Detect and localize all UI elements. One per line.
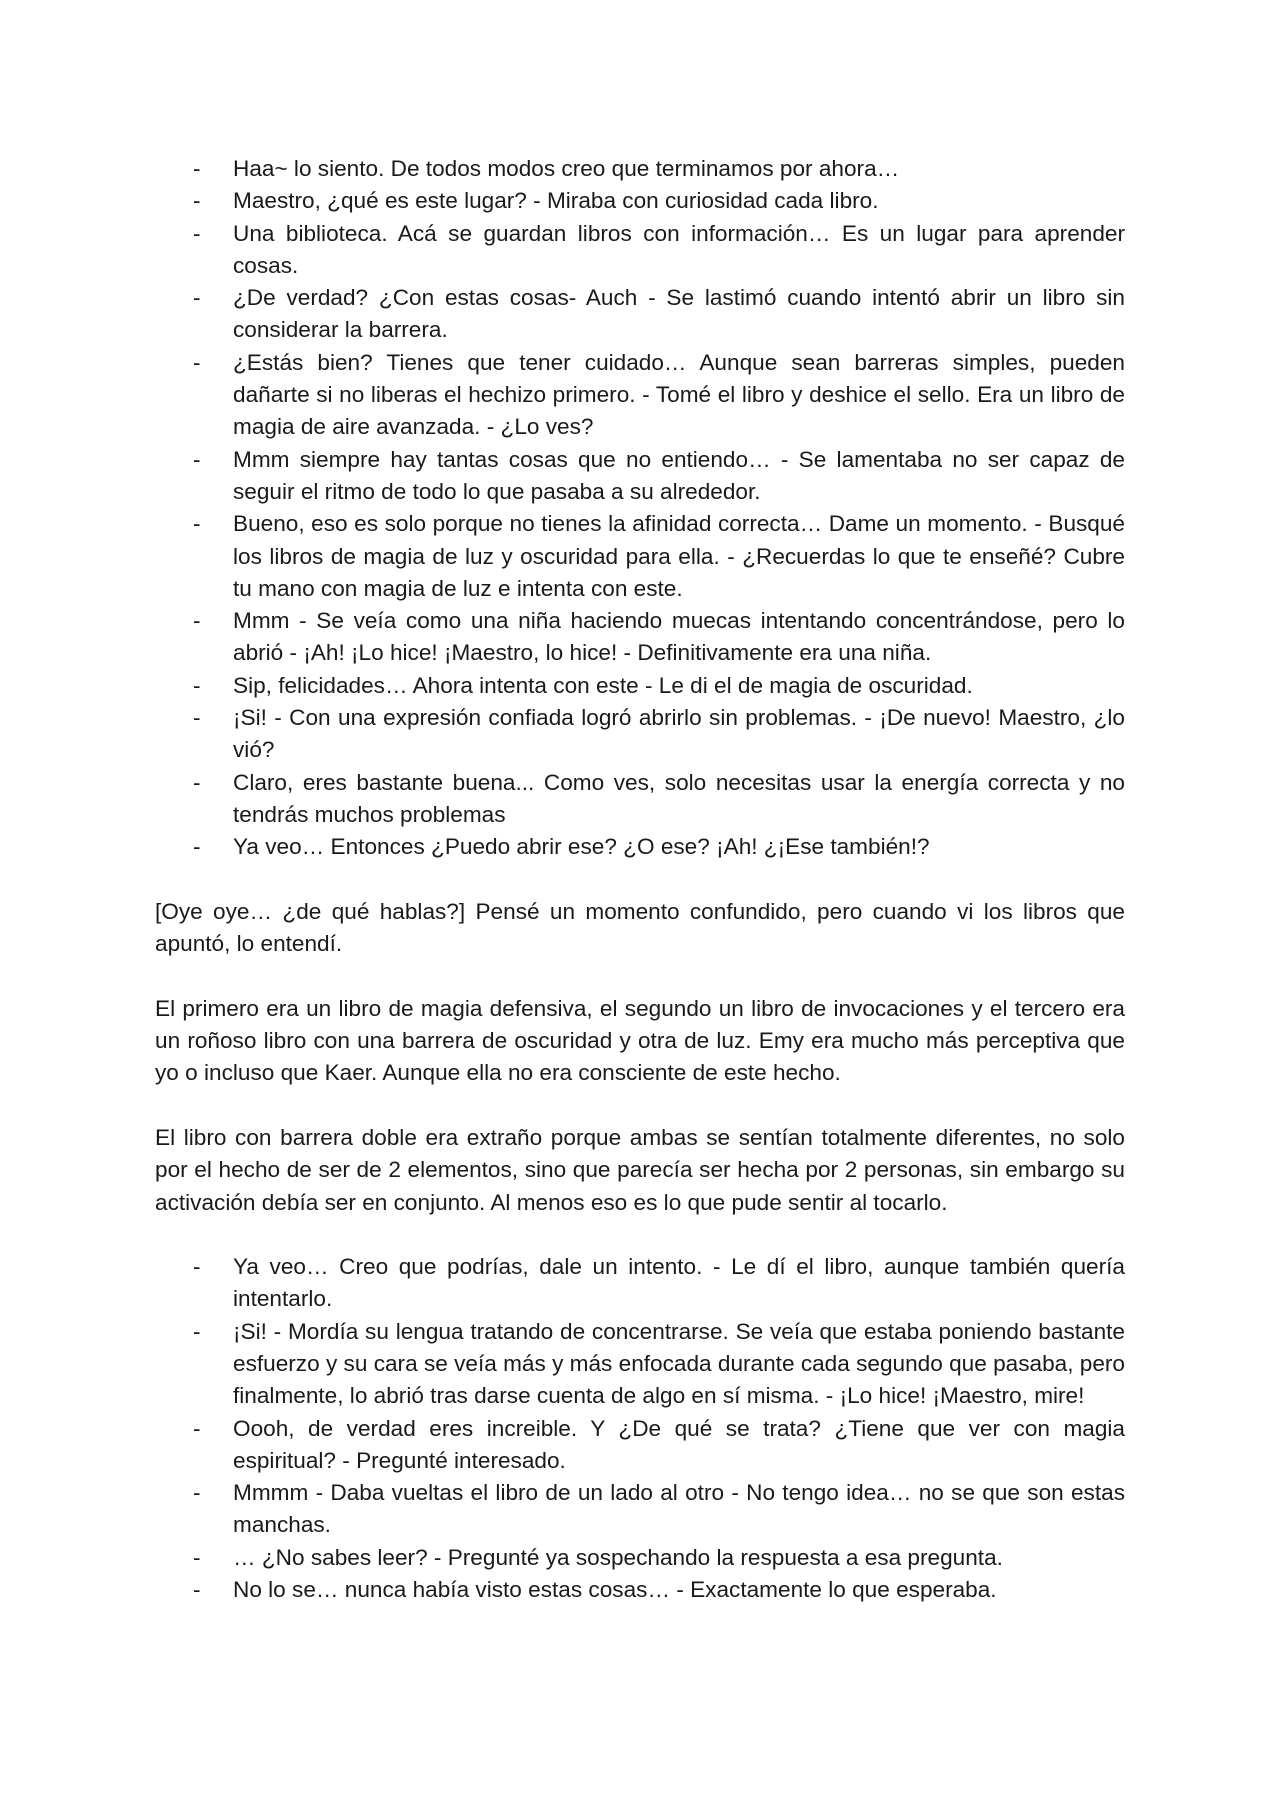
dialogue-list-2 xyxy=(155,1251,1125,1606)
narrative-paragraph: [Oye oye… ¿de qué hablas?] Pensé un momento confundido, pero cuando vi los libros que apuntó, lo entendí. xyxy=(155,898,1125,957)
paragraph-spacer xyxy=(155,960,1125,992)
dialogue-line: - Maestro, ¿qué es este lugar? - Miraba con curiosidad cada libro. xyxy=(155,185,1125,217)
dialogue-line: - ¿Estás bien? Tienes que tener cuidado… Aunque sean barreras simples, pueden dañarte si no liberas el hechizo primero. - Tomé el libro y deshice el sello. Era un libro de magia de aire avanzada. - ¿Lo ves? xyxy=(155,347,1125,444)
dialogue-line: - Bueno, eso es solo porque no tienes la afinidad correcta… Dame un momento. - Busqué los libros de magia de luz y oscuridad para ella. - ¿Recuerdas lo que te enseñé? Cubre tu mano con magia de luz e intenta con este. xyxy=(155,508,1125,605)
paragraph-spacer xyxy=(155,1219,1125,1251)
paragraph-spacer xyxy=(155,1090,1125,1122)
dialogue-list-1 xyxy=(155,153,1125,864)
dialogue-line: - Ya veo… Creo que podrías, dale un intento. - Le dí el libro, aunque también quería intentarlo. xyxy=(155,1251,1125,1316)
dialogue-line: - Oooh, de verdad eres increible. Y ¿De qué se trata? ¿Tiene que ver con magia espiritual? - Pregunté interesado. xyxy=(155,1413,1125,1478)
narrative-paragraph: El libro con barrera doble era extraño porque ambas se sentían totalmente diferentes, no solo por el hecho de ser de 2 elementos, sino que parecía ser hecha por 2 personas, sin embargo su activación debía ser en conjunto. Al menos eso es lo que pude sentir al tocarlo. xyxy=(155,1124,1125,1215)
dialogue-line: - Mmmm - Daba vueltas el libro de un lado al otro - No tengo idea… no se que son estas manchas. xyxy=(155,1477,1125,1542)
dialogue-line: - Mmm siempre hay tantas cosas que no entiendo… - Se lamentaba no ser capaz de seguir el ritmo de todo lo que pasaba a su alrededor. xyxy=(155,444,1125,509)
document-body xyxy=(155,153,1125,1606)
dialogue-line: - ¡Si! - Mordía su lengua tratando de concentrarse. Se veía que estaba poniendo bastante esfuerzo y su cara se veía más y más enfocada durante cada segundo que pasaba, pero finalmente, lo abrió tras darse cuenta de algo en sí misma. - ¡Lo hice! ¡Maestro, mire! xyxy=(155,1316,1125,1413)
dialogue-line: - ¡Si! - Con una expresión confiada logró abrirlo sin problemas. - ¡De nuevo! Maestro, ¿lo vió? xyxy=(155,702,1125,767)
dialogue-line: - Claro, eres bastante buena... Como ves, solo necesitas usar la energía correcta y no tendrás muchos problemas xyxy=(155,767,1125,832)
dialogue-line: - … ¿No sabes leer? - Pregunté ya sospechando la respuesta a esa pregunta. xyxy=(155,1542,1125,1574)
dialogue-line: - Sip, felicidades… Ahora intenta con este - Le di el de magia de oscuridad. xyxy=(155,670,1125,702)
dialogue-line: - Una biblioteca. Acá se guardan libros con información… Es un lugar para aprender cosas. xyxy=(155,218,1125,283)
dialogue-line: - Ya veo… Entonces ¿Puedo abrir ese? ¿O ese? ¡Ah! ¿¡Ese también!? xyxy=(155,831,1125,863)
paragraph-spacer xyxy=(155,864,1125,896)
dialogue-line: - ¿De verdad? ¿Con estas cosas- Auch - Se lastimó cuando intentó abrir un libro sin considerar la barrera. xyxy=(155,282,1125,347)
dialogue-line: - Haa~ lo siento. De todos modos creo que terminamos por ahora… xyxy=(155,153,1125,185)
narrative-paragraph: El primero era un libro de magia defensiva, el segundo un libro de invocaciones y el tercero era un roñoso libro con una barrera de oscuridad y otra de luz. Emy era mucho más perceptiva que yo o incluso que Kaer. Aunque ella no era consciente de este hecho. xyxy=(155,995,1125,1086)
dialogue-line: - Mmm - Se veía como una niña haciendo muecas intentando concentrándose, pero lo abrió - ¡Ah! ¡Lo hice! ¡Maestro, lo hice! - Definitivamente era una niña. xyxy=(155,605,1125,670)
dialogue-line: - No lo se… nunca había visto estas cosas… - Exactamente lo que esperaba. xyxy=(155,1574,1125,1606)
